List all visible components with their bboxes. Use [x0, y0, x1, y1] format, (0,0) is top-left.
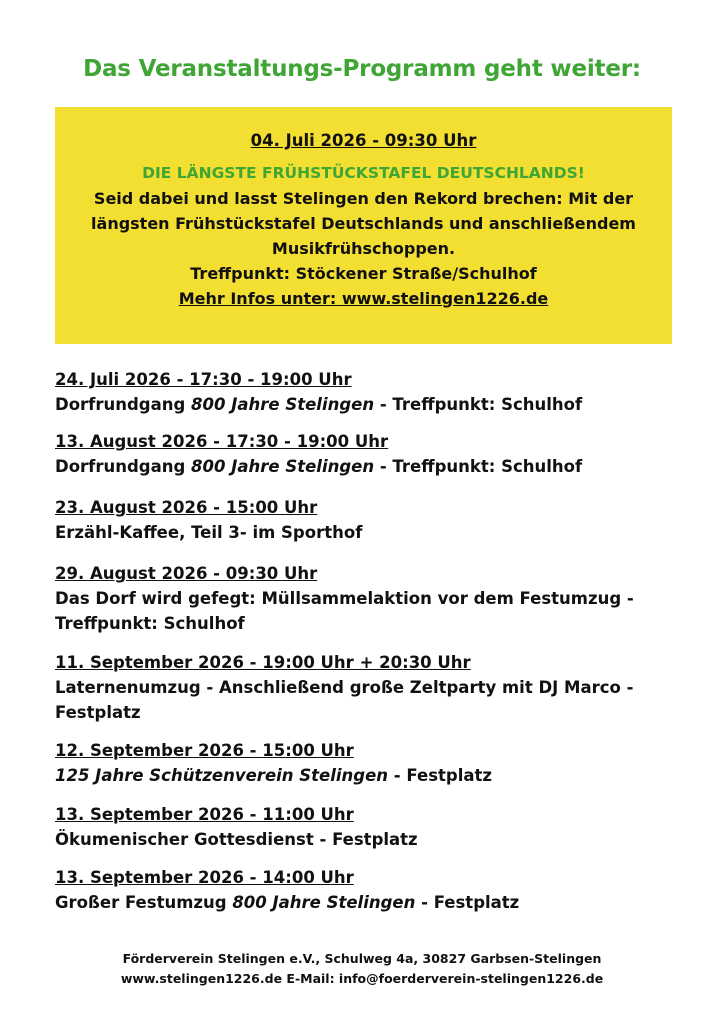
featured-event-meeting-point: Treffpunkt: Stöckener Straße/Schulhof — [190, 264, 537, 283]
event-description: Dorfrundgang 800 Jahre Stelingen - Treffpunkt: Schulhof — [55, 395, 583, 414]
featured-event-box — [55, 107, 672, 344]
event-item — [55, 650, 665, 725]
event-description: 125 Jahre Schützenverein Stelingen - Festplatz — [55, 766, 492, 785]
featured-event-headline: DIE LÄNGSTE FRÜHSTÜCKSTAFEL DEUTSCHLANDS! — [142, 164, 585, 182]
featured-event-description: Seid dabei und lasst Stelingen den Rekord brechen: Mit der längsten Frühstückstafel Deutschlands und anschließendem Musikfrühschoppen. — [91, 189, 636, 258]
event-date: 29. August 2026 - 09:30 Uhr — [55, 564, 318, 583]
event-item — [55, 738, 665, 788]
event-description: Erzähl-Kaffee, Teil 3- im Sporthof — [55, 523, 363, 542]
event-date: 23. August 2026 - 15:00 Uhr — [55, 498, 318, 517]
event-description: Das Dorf wird gefegt: Müllsammelaktion vor dem Festumzug - Treffpunkt: Schulhof — [55, 589, 634, 633]
page-title: Das Veranstaltungs-Programm geht weiter: — [83, 56, 641, 82]
event-description: Ökumenischer Gottesdienst - Festplatz — [55, 830, 418, 849]
featured-event-date: 04. Juli 2026 - 09:30 Uhr — [250, 131, 477, 150]
event-item — [55, 802, 665, 852]
event-date: 11. September 2026 - 19:00 Uhr + 20:30 Uhr — [55, 653, 471, 672]
event-description: Dorfrundgang 800 Jahre Stelingen - Treffpunkt: Schulhof — [55, 457, 583, 476]
event-date: 24. Juli 2026 - 17:30 - 19:00 Uhr — [55, 370, 352, 389]
event-description: Großer Festumzug 800 Jahre Stelingen - Festplatz — [55, 893, 520, 912]
event-description: Laternenumzug - Anschließend große Zeltparty mit DJ Marco - Festplatz — [55, 678, 634, 722]
event-item — [55, 367, 665, 417]
event-item — [55, 429, 665, 479]
footer-contact: www.stelingen1226.de E-Mail: info@foerderverein-stelingen1226.de — [120, 971, 604, 986]
featured-event-more-info-link[interactable]: Mehr Infos unter: www.stelingen1226.de — [178, 289, 549, 308]
event-item — [55, 495, 665, 545]
event-item — [55, 865, 665, 915]
event-date: 13. September 2026 - 14:00 Uhr — [55, 868, 354, 887]
footer — [0, 949, 724, 989]
event-date: 13. September 2026 - 11:00 Uhr — [55, 805, 354, 824]
event-item — [55, 561, 665, 636]
event-date: 12. September 2026 - 15:00 Uhr — [55, 741, 354, 760]
footer-address: Förderverein Stelingen e.V., Schulweg 4a, 30827 Garbsen-Stelingen — [122, 951, 602, 966]
event-date: 13. August 2026 - 17:30 - 19:00 Uhr — [55, 432, 389, 451]
